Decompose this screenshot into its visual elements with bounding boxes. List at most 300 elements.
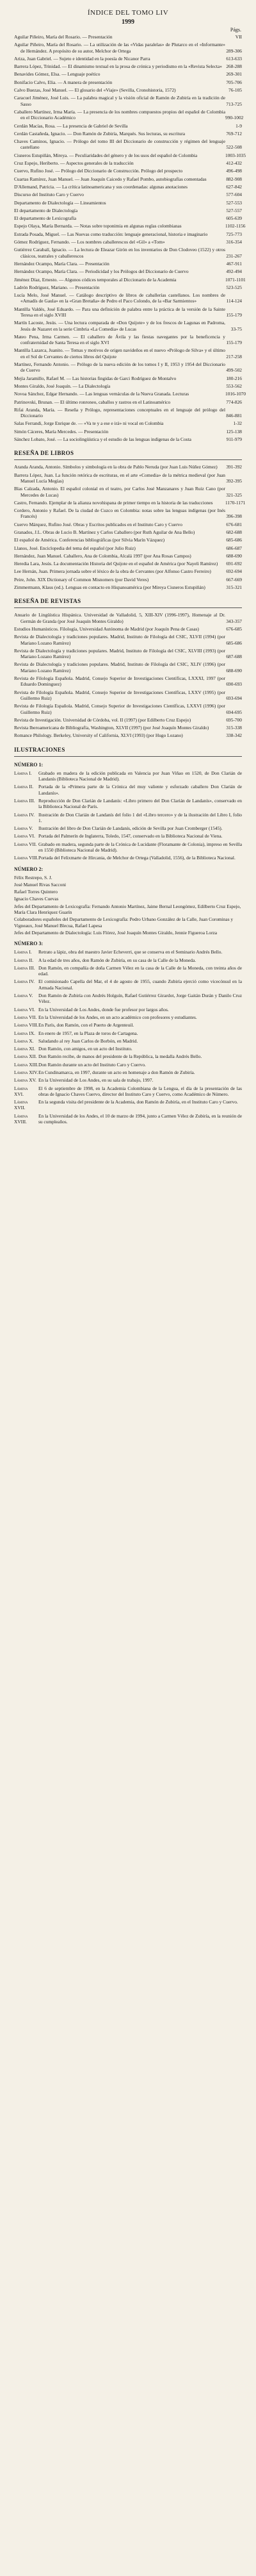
- illustration-entry: [14, 825, 242, 831]
- entry-title: Departamento de Dialectología — Lineamientos: [14, 199, 106, 206]
- entry-pages: 527-557: [226, 207, 242, 213]
- index-entry: [14, 320, 242, 332]
- illustration-line: José Manuel Rivas Sacconi: [14, 881, 67, 888]
- plate-label: Lámina VI.: [14, 1006, 35, 1012]
- index-entry: [14, 553, 242, 559]
- entry-title: Rifai Aranda, María. — Reseña y Prólogo, representaciones conceptuales en el lenguaje del prólogo del Diccionario: [14, 406, 225, 419]
- entry-title: Patrinovski, Brunan. — El último ronroneo, caballos y rastros en el Latinoamérico: [14, 399, 171, 405]
- plate-label: Lámina IV.: [14, 978, 35, 985]
- illustration-entry: [14, 1053, 242, 1059]
- plate-description: En París, don Ramón, con el Puerto de Argenteuil.: [38, 1022, 134, 1028]
- plate-label: Lámina I.: [14, 949, 32, 955]
- entry-title: Estudios Humanísticos. Filología, Universidad Autónoma de Madrid (por Joaquín Pena de Casas): [14, 625, 199, 632]
- entry-pages: 231-267: [226, 252, 242, 259]
- entry-title: El español de América. Conferencias bibliográficas (por Silvia Marín Vázquez): [14, 537, 165, 543]
- index-entry: [14, 131, 242, 136]
- index-entry: [14, 577, 242, 582]
- entry-pages: 667-669: [226, 576, 242, 582]
- entry-pages: 492-494: [226, 268, 242, 275]
- illustration-line: Ignacio Chaves Cuevas: [14, 896, 59, 902]
- plate-description: Don Ramón recibe, de manos del presidente de la República, la medalla Andrés Bello.: [38, 1053, 202, 1060]
- index-entry: [14, 420, 242, 426]
- entry-title: Martín Lacoste, Jesús. — Una lectura comparada de «Don Quijote» y de los frescos de Lagunas en Padroma, Jesús de Nazaret en la serie Cimbria «La Comedia» de Lucas: [14, 320, 225, 332]
- entry-title: Revista Iberoamericana de Bibliografía, Washington, XLVII (1997) (por José Joaquín Montes Giraldo): [14, 725, 209, 731]
- entry-pages: 1-32: [233, 420, 242, 427]
- illustration-entry: [14, 1077, 242, 1083]
- index-entry: [14, 261, 242, 267]
- plate-label: Lámina II.: [14, 784, 34, 790]
- entry-title: Barrera López, Juan. La función retórica de escrituras, en el arte «Comedia» de la métrica medieval (por Juan Manuel Lucía Megías): [14, 472, 225, 484]
- index-entry: [14, 675, 242, 688]
- issue-1-label: NÚMERO 1:: [14, 761, 44, 768]
- plate-description: En enero de 1957, en la Plaza de toros de Cartagena.: [38, 1030, 138, 1036]
- entry-title: Blas Calzada, Antonio. El español colonial en el teatro, por Carlos José Manzanares y Juan Ruiz Cano (por Mercedes de Lucas): [14, 486, 225, 498]
- index-entry: [14, 725, 242, 731]
- section-title-resenas-revistas: RESEÑA DE REVISTAS: [14, 598, 81, 605]
- index-entry: [14, 123, 242, 129]
- illustration-entry: [14, 1038, 242, 1044]
- entry-title: Revista de Dialectología y tradiciones populares. Madrid, Instituto de Filología del CSIC, XLIV (1996) (por Mariano Lozano Ramírez): [14, 661, 225, 673]
- index-entry: [14, 160, 242, 166]
- entry-pages: 315-321: [226, 584, 242, 591]
- entry-pages: 692-694: [226, 568, 242, 575]
- illustrations-issue-2: [14, 875, 242, 936]
- entry-title: Aguilar Piñeiro, María del Rosario. — La utilización de las «Vidas paralelas» de Plutarco en el «Informante» de Hernández. A propósito de su autor, Melchor de Ortega: [14, 42, 225, 54]
- index-entry: [14, 545, 242, 551]
- entry-pages: 155-179: [226, 311, 242, 318]
- illustration-entry: [14, 798, 242, 810]
- entry-title: Zimmermann, Klaus (ed.). Lenguas en contacto en Hispanoamérica (por Mireya Cisneros Estupiñán): [14, 584, 205, 591]
- index-entry: [14, 529, 242, 535]
- volume-year: 1999: [122, 19, 134, 26]
- entry-title: Ladrón Rodríguez, Mariano. — Presentación: [14, 284, 100, 290]
- entry-pages: 695-700: [226, 716, 242, 723]
- entry-title: Mejía Jaramillo, Rafael M. — Las historias fingidas de Garci Rodríguez de Montalvo: [14, 375, 177, 381]
- entry-title: Caballero Martínez, Irma María. — La presencia de los nombres compuestos propios del español de Colombia en el Diccionario Académico: [14, 108, 225, 121]
- entry-title: Cerdán Castañeda, Ignacio. — Don Ramón de Zubiría, Marqués. Sus lecturas, su escritura: [14, 130, 186, 136]
- entry-title: Mateo Pena, Irma Carmen. — El caballero de Ávila y las fiestas navegantes por la beneficencia y confraternidad de Santa Teresa en el siglo XVI: [14, 333, 225, 346]
- illustration-entry: [14, 1099, 242, 1111]
- plate-label: Lámina XVIII.: [14, 1112, 28, 1125]
- plate-description: Portada del Palmerín de Inglaterra, Toledo, 1547, conservado en la Biblioteca Nacional de Viena.: [38, 833, 223, 839]
- entry-title: Gómez Rodríguez, Fernando. — Los nombres caballerescos del «Gil» a «Tom»: [14, 239, 165, 245]
- plate-description: Retrato a lápiz, obra del maestro Javier Echeverri, que se conserva en el Seminario Andrés Bello.: [38, 949, 223, 955]
- index-entry: [14, 109, 242, 121]
- entry-pages: 687-688: [226, 654, 242, 660]
- entry-pages: 676-681: [226, 521, 242, 527]
- entry-pages: 523-525: [226, 284, 242, 290]
- index-entry: [14, 584, 242, 590]
- index-entry: [14, 537, 242, 543]
- index-entry: [14, 612, 242, 624]
- illustration-entry: [14, 784, 242, 796]
- entry-pages: 527-553: [226, 199, 242, 206]
- index-entry: [14, 223, 246, 229]
- index-entry: [14, 399, 242, 405]
- issue-3-label: NÚMERO 3:: [14, 941, 44, 947]
- plate-description: Reproducción de Don Clarián de Landanís: «Libro primero del Don Clarián de Landanís», conservado en la Biblioteca Nacional de París.: [38, 797, 242, 810]
- index-entry: [14, 561, 242, 566]
- entry-title: Revista de Filología Española. Madrid, Consejo Superior de Investigaciones Científicas, LXXXI, 1997 (por Eduardo Dominguez): [14, 675, 225, 688]
- entry-title: Revista de Investigación. Universidad de Córdoba, vol. II (1997) (por Edilberto Cruz Espejo): [14, 716, 191, 723]
- plate-description: A la edad de tres años, don Ramón de Zubiría, en su casa de la Calle de la Moneda.: [38, 957, 196, 963]
- plate-label: Lámina I.: [14, 770, 32, 776]
- index-entry: [14, 486, 242, 498]
- entry-title: Romance Philology. Berkeley, University of California, XLVI (1993) (por Hugo Lozano): [14, 732, 183, 739]
- entry-title: Anuario de Lingüística Hispánica. Universidad de Valladolid, 5, XIII-XIV (1996-1997), Homenaje al Dr. Germán de Granda (por José Joaquín Montes Giraldo): [14, 612, 225, 624]
- index-entry: [14, 276, 246, 283]
- entry-title: Bonifacio Calvo, Elia. — A manera de presentación: [14, 79, 113, 85]
- entry-pages: 577-604: [226, 192, 242, 198]
- index-entry: [14, 56, 242, 62]
- entry-pages: 391-392: [226, 464, 242, 470]
- index-entry: [14, 292, 242, 304]
- entry-title: Hernández Ocampo, María Clara. — Presentación: [14, 260, 109, 267]
- plate-description: En la Universidad de los Andes, el 10 de marzo de 1994, junto a Carmen Vélez de Zubiría, en la reunión de su cumpleaños.: [38, 1112, 242, 1125]
- plate-label: Lámina III.: [14, 797, 35, 804]
- index-entry: [14, 522, 242, 527]
- entry-title: Revista de Dialectología y tradiciones populares. Madrid, Instituto de Filología del CSIC, XLVIII (1993) (por Mariano Lozano Ramírez): [14, 647, 225, 660]
- index-entry: [14, 306, 242, 318]
- entry-pages: 605-639: [226, 215, 242, 222]
- entry-pages: 125-138: [226, 428, 242, 434]
- entry-pages: 688-690: [226, 667, 242, 673]
- entry-title: Peire, John. XIX Dictionary of Common Misnomers (por David Veres): [14, 576, 149, 582]
- index-entry: [14, 508, 242, 520]
- entry-pages: 180-216: [226, 375, 242, 381]
- entry-pages: 713-725: [226, 101, 242, 107]
- plate-description: Don Ramón, en compañía de doña Carmen Vélez en la casa de la Calle de la Moneda, con treinta años de edad.: [38, 964, 242, 977]
- entry-title: Gutiérrez Carabalí, Ignacio. — La lectura de Eleazar Girón en los inventarios de Don Clodoveo (1522) y otros clásicos, teatrales y caballerescos: [14, 247, 225, 259]
- plate-label: Lámina XI.: [14, 1046, 35, 1052]
- plate-label: Lámina XII.: [14, 1053, 37, 1060]
- entry-pages: 396-398: [226, 513, 242, 520]
- entry-pages: 769-712: [226, 130, 242, 136]
- plate-description: Ilustración de Don Clarián de Landanís del folio 1 del «Libro tercero» y de la ilustración del Libro I, folio 1.: [38, 811, 242, 823]
- entry-pages: 1016-1070: [225, 391, 246, 397]
- index-entry: [14, 168, 242, 174]
- entry-pages: 686-687: [226, 545, 242, 551]
- section-divider: [14, 756, 242, 757]
- entry-title: Espejo Olaya, María Bernarda. — Notas sobre toponimia en algunas reglas colombianas: [14, 223, 182, 229]
- index-entry: [14, 568, 242, 574]
- entry-title: Aranda Aranda, Antonio. Símbolos y simbología en la obra de Pablo Neruda (por Juan Luis Núñez Gómez): [14, 464, 218, 470]
- entry-title: Lucía Melo, José Manuel. — Catálogo descriptivo de libros de caballerías castellanos. Los nombres de «Amadís de Gaula» en la «Gran Bretaña» de Pedro el Paco Colondo, de la «Bar Sarmientos»: [14, 292, 225, 304]
- section-title-ilustraciones: ILUSTRACIONES: [14, 746, 65, 753]
- entry-pages: 316-354: [226, 239, 242, 245]
- illustration-entry: [14, 1069, 242, 1075]
- entry-pages: 691-692: [226, 561, 242, 567]
- plate-description: En la segunda visita del presidente de la Academia, don Ramón de Zubiría, en el Instituto Caro y Cuervo.: [38, 1099, 238, 1105]
- plate-label: Lámina III.: [14, 964, 35, 971]
- entry-pages: 392-395: [226, 477, 242, 484]
- entry-pages: 553-562: [226, 383, 242, 389]
- index-entry: [14, 239, 242, 245]
- index-entry: [14, 87, 242, 93]
- entry-title: Sánchez Lobato, José. — La sociolingüística y el estudio de las lenguas indígenas de la Costa: [14, 436, 191, 443]
- book-reviews-list: [14, 464, 246, 591]
- entry-title: Cruz Espejo, Heriberto. — Aspectos generales de la traducción: [14, 160, 134, 167]
- plate-description: El comisionado Capella del Mar, el 4 de agosto de 1955, cuando Zubiría ejerció como vicecónsul en la Armada Nacional.: [38, 978, 242, 991]
- entry-title: Hernández Ocampo, María Clara. — Periodicidad y los Prólogos del Diccionario de Cuervo: [14, 268, 189, 275]
- index-entry: [14, 361, 242, 374]
- section-divider: [14, 607, 242, 608]
- illustration-entry: [14, 1014, 242, 1020]
- section-divider: [14, 459, 242, 460]
- entry-title: Cuervo Márquez, Rufino José. Obras y Escritos publicados en el Instituto Caro y Cuervo: [14, 521, 182, 527]
- index-entry: [14, 208, 242, 213]
- entry-title: Estrada Posada, Miguel. — Las Nuevas como traducción: lenguaje generacional, historia e imaginario: [14, 231, 208, 237]
- plate-description: Grabado en madera de la edición publicada en Valencia por Juan Viñao en 1520, de Don Clarián de Landanís (Biblioteca Nacional de Madrid).: [38, 770, 242, 782]
- entry-title: Revista de Dialectología y tradiciones populares. Madrid, Instituto de Filología del CSIC, XLVII (1994) (por Mariano Lozano Ramírez): [14, 634, 225, 646]
- entry-pages: 338-342: [226, 732, 242, 739]
- page-column-label: Págs.: [230, 27, 241, 33]
- index-entry: [14, 391, 246, 397]
- entry-pages: 690-693: [226, 681, 242, 688]
- plate-label: Lámina XVI.: [14, 1085, 28, 1097]
- entry-title: Jiménez Díaz, Ernesto. — Algunos códices temporales al Diccionario de la Academia: [14, 276, 177, 283]
- entry-title: Novoa Sánchez, Edgar Hernando. — Las lenguas vernáculas de la Nueva Granada. Lecturas: [14, 391, 189, 397]
- index-entry: [14, 71, 242, 77]
- entry-pages: 33-75: [230, 326, 242, 332]
- plate-label: Lámina IV.: [14, 811, 35, 818]
- entry-title: Ariza, Juan Gabriel. — Sujeto e identidad en la poesía de Nicanor Parra: [14, 55, 150, 62]
- entry-title: Cerdán Macías, Rosa. — La presencia de Gabriel de Sevilla: [14, 122, 128, 129]
- entry-pages: 76-105: [228, 87, 242, 94]
- plate-label: Lámina V.: [14, 825, 33, 832]
- plate-description: En Cundinamarca, en 1997, durante un acto en homenaje a don Ramón de Zubiría.: [38, 1069, 195, 1075]
- entry-pages: 1-9: [236, 122, 242, 129]
- entry-title: Simón Cáceres, María Mercedes. — Presentación: [14, 428, 109, 434]
- index-entry: [14, 285, 242, 290]
- entry-pages: 1071-1101: [225, 276, 246, 283]
- entry-pages: 321-325: [226, 491, 242, 498]
- plate-description: En la Universidad de Los Andes, en su sala de trabajo, 1997.: [38, 1077, 154, 1084]
- illustration-entry: [14, 1113, 242, 1125]
- entry-title: Cordero, Antonio y Rafael. De la ciudad de Cuzco en Colombia: notas sobre las lenguas indígenas (por Inés Francés): [14, 508, 225, 520]
- entry-pages: 882-908: [226, 176, 242, 182]
- plate-label: Lámina VIII.: [14, 1022, 38, 1028]
- entry-pages: 694-695: [226, 709, 242, 715]
- index-entry: [14, 661, 242, 673]
- entry-pages: 1102-1156: [225, 223, 246, 229]
- index-entry: [14, 648, 242, 660]
- plate-label: Lámina X.: [14, 1037, 34, 1044]
- entry-pages: VII: [235, 34, 242, 40]
- entry-pages: 911-979: [226, 436, 242, 443]
- index-entry: [14, 247, 242, 259]
- entry-pages: 499-502: [226, 367, 242, 374]
- illustration-entry: [14, 949, 242, 955]
- plate-label: Lámina V.: [14, 993, 33, 999]
- index-entry: [14, 732, 242, 738]
- index-entry: [14, 184, 242, 190]
- entry-pages: 685-686: [226, 640, 242, 646]
- plate-description: Don Ramón de Zubiría con Andrés Holguín, Rafael Gutiérrez Girardot, Jorge Gaitán Durán y Danilo Cruz Vélez.: [38, 993, 242, 1005]
- entry-pages: 496-498: [226, 168, 242, 174]
- index-entry: [14, 192, 242, 197]
- index-entry: [14, 215, 242, 221]
- plate-label: Lámina IX.: [14, 1030, 35, 1036]
- entry-pages: 676-685: [226, 625, 242, 632]
- index-entry: [14, 472, 242, 484]
- issue-2-label: NÚMERO 2:: [14, 866, 44, 872]
- illustration-line: Jefes del Departamento de Lexicografía: Fernando Antonio Martínez, Jaime Bernal Leongómez, Edilberto Cruz Espejo, María Clara Henríquez Guarín: [14, 903, 241, 916]
- illustration-entry: [14, 1062, 242, 1068]
- entry-title: Aguilar Piñeiro, María del Rosario. — Presentación: [14, 34, 113, 40]
- index-entry: [14, 176, 242, 182]
- plate-label: Lámina VII.: [14, 841, 37, 847]
- section-title-resenas-libros: RESEÑA DE LIBROS: [14, 450, 74, 457]
- entry-pages: 343-357: [226, 618, 242, 624]
- illustration-line: Félix Restrepo, S. J.: [14, 874, 52, 880]
- entry-title: Mantilla Valdés, José Eduardo. — Para una definición de palabra entre la práctica de la versión de la Sainte Teresa en el siglo XVIII: [14, 306, 225, 318]
- index-entry: [14, 347, 242, 359]
- index-entry: [14, 376, 242, 381]
- plate-description: Saludando al rey Juan Carlos de Borbón, en Madrid.: [38, 1037, 138, 1044]
- entry-pages: 846-881: [226, 413, 242, 419]
- entry-pages: 155-179: [226, 340, 242, 346]
- entry-pages: 1170-1171: [225, 499, 246, 506]
- entry-pages: 627-842: [226, 183, 242, 190]
- entry-title: Cuartas Ramírez, Juan Manuel. — Juan Joaquín Caicedo y Rafael Pombo, autobiografías comentadas: [14, 176, 207, 182]
- index-entry: [14, 34, 242, 40]
- entry-title: Revista de Filología Española. Madrid, Consejo Superior de Investigaciones Científicas, LXXV (1995) (por Guillermo Ruiz): [14, 689, 225, 701]
- index-entry: [14, 231, 242, 237]
- plate-description: En la Universidad de Los Andes, donde fue profesor por largos años.: [38, 1006, 169, 1012]
- illustration-entry: [14, 957, 242, 963]
- running-head: ÍNDICE DEL TOMO LIV: [87, 9, 169, 17]
- index-entry: [14, 95, 242, 107]
- plate-label: Lámina XV.: [14, 1077, 36, 1084]
- entry-title: Calvo Buezas, José Manuel. — El glosario del «Viaje» (Sevilla, Cronohistoria, 1572): [14, 87, 176, 94]
- illustration-line: Jefes del Departamento de Dialectología: Luis Flórez, José Joaquín Montes Giraldo, Jennie Figueroa Lorza: [14, 929, 218, 936]
- plate-description: En la Universidad de los Andes, en un acto académico con profesores y estudiantes.: [38, 1014, 197, 1020]
- illustration-entry: [14, 841, 242, 854]
- entry-title: Montes Giraldo, José Joaquín. — La Dialectología: [14, 383, 111, 389]
- illustration-entry: [14, 770, 242, 782]
- entry-title: Caracuel Jiménez, José Luis. — La palabra magical y la visión oficial de Ramón de Zubiría en la tradición de Sasso: [14, 95, 225, 107]
- illustration-line: Rafael Torres Quintero: [14, 889, 58, 895]
- entry-title: Cuervo, Rufino José. — Prólogo del Diccionario de Construcción. Prólogo del prospecto: [14, 168, 183, 174]
- index-entry: [14, 383, 242, 389]
- index-entry: [14, 200, 242, 206]
- plate-description: Don Ramón, con amigos, en un acto del Instituto.: [38, 1046, 132, 1052]
- entry-pages: 685-686: [226, 537, 242, 543]
- index-entry: [14, 63, 242, 69]
- illustration-entry: [14, 978, 242, 991]
- entry-pages: 725-773: [226, 231, 242, 237]
- illustration-entry: [14, 1046, 242, 1052]
- entry-title: Chaves Caminos, Ignacio. — Prólogo del tomo III del Diccionario de construcción y régimen del lenguaje castellano: [14, 138, 225, 151]
- plate-description: El 6 de septiembre de 1998, en la Academia Colombiana de la Lengua, el día de la presentación de las obras de Ignacio Chaves Cuervo, director del Instituto Caro y Cuervo, como Académico de Número.: [38, 1085, 242, 1097]
- entry-pages: 613-633: [226, 55, 242, 62]
- index-entry: [14, 499, 246, 506]
- entry-pages: 682-688: [226, 529, 242, 535]
- index-entry: [14, 634, 242, 646]
- index-entry: [14, 703, 242, 715]
- index-entry: [14, 407, 242, 419]
- illustration-entry: [14, 1086, 242, 1098]
- entry-pages: 522-508: [226, 144, 242, 151]
- index-entry: [14, 689, 242, 702]
- plate-label: Lámina II.: [14, 957, 34, 963]
- illustration-entry: [14, 965, 242, 977]
- entry-pages: 688-690: [226, 552, 242, 559]
- entry-title: El departamento de Dialectología: [14, 207, 78, 213]
- plate-label: Lámina VII.: [14, 1014, 37, 1020]
- entry-title: Discurso del Instituto Caro y Cuervo: [14, 192, 84, 198]
- index-entry: [14, 464, 242, 470]
- index-entry: [14, 152, 246, 158]
- articles-list: [14, 34, 246, 443]
- entry-pages: 268-288: [226, 63, 242, 70]
- entry-title: Cisneros Estupiñán, Mireya. — Peculiaridades del género y de los usos del español de Colombia: [14, 152, 198, 158]
- illustration-entry: [14, 812, 242, 824]
- entry-title: Lee Hernán, Juan. Primera jornada sobre el léxico de la obra de Cervantes (por Alfonso Castro Ferreiro): [14, 568, 211, 575]
- illustrations-issue-3: [14, 949, 242, 1125]
- journal-reviews-list: [14, 612, 242, 738]
- entry-pages: 774-826: [226, 399, 242, 405]
- entry-pages: 990-1002: [225, 115, 244, 121]
- entry-title: Llanos, José. Enciclopedia del tema del español (por Julio Ruiz): [14, 545, 136, 551]
- entry-title: Salas Ferrandi, Jorge Enrique de. — «Va te y a ese e irá» ni vocal en Colombia: [14, 420, 164, 427]
- entry-pages: 412-432: [226, 160, 242, 167]
- illustration-entry: [14, 1022, 242, 1028]
- index-entry: [14, 79, 242, 85]
- index-entry: [14, 42, 242, 54]
- plate-description: Ilustración del libro de Don Clarián de Landanís, edición de Sevilla por Juan Cromberger (1545).: [38, 825, 223, 832]
- entry-pages: 217-258: [226, 353, 242, 359]
- plate-description: Portada de la «Primera parte de la Crónica del muy valiente y esforzado caballero Don Clarián de Landanís».: [38, 784, 242, 796]
- illustration-entry: [14, 1007, 242, 1012]
- plate-description: Grabado en madera, segunda parte de la Crónica de Lucidante (Floramante de Colonia), impreso en Sevilla en 1550 (Biblioteca Nacional de Madrid).: [38, 841, 242, 853]
- index-entry: [14, 626, 242, 632]
- entry-title: Barrera López, Trinidad. — El dinamismo textual en la prosa de crónica y periodismo en la «Revista Selecta»: [14, 63, 222, 70]
- index-entry: [14, 268, 242, 274]
- entry-pages: 289-306: [226, 47, 242, 54]
- entry-pages: 114-124: [226, 298, 242, 304]
- entry-pages: 693-694: [226, 695, 242, 701]
- illustrations-issue-1: [14, 770, 242, 861]
- entry-title: Castro, Fernando. Ejemplar de la alianza novohispana de primer tiempo en la historia de las traducciones: [14, 499, 213, 506]
- entry-pages: 1003-1035: [225, 152, 246, 158]
- illustration-entry: [14, 833, 242, 839]
- entry-title: Martínez, Fernando Antonio. — Prólogo de la nueva edición de los tomos I y II, 1953 y 1954 del Diccionario de Cuervo: [14, 361, 225, 374]
- plate-label: Lámina XIII.: [14, 1061, 38, 1068]
- entry-title: Granados, J.L. Obras de Lucio B. Martínez y Carlos Caballero (por Ruth Aguilar de Ana Bello): [14, 529, 195, 535]
- index-entry: [14, 334, 242, 346]
- index-entry: [14, 429, 242, 434]
- plate-description: Don Ramón durante un acto del Instituto Caro y Cuervo.: [38, 1061, 146, 1068]
- plate-label: Lámina XIV.: [14, 1069, 38, 1075]
- plate-description: Portada del Felixmarte de Hircania, de Melchor de Ortega (Valladolid, 1556), de la Biblioteca Nacional.: [38, 855, 236, 861]
- entry-title: Mantilla Lazarca, Juanito. — Temas y motivos de origen navideños en el nuevo «Prólogo de Silva» y el último en el Sol de Cervantes de ciertos libros del Quijote: [14, 347, 225, 359]
- entry-title: Heredia Lara, Jesús. La documentación Historia del Quijote en el español de América (por Nayeli Ramírez): [14, 561, 218, 567]
- entry-pages: 705-706: [226, 79, 242, 85]
- entry-pages: 315-338: [226, 725, 242, 731]
- index-entry: [14, 436, 242, 442]
- index-entry: [14, 138, 242, 151]
- illustration-entry: [14, 993, 242, 1005]
- entry-title: Revista de Filología Española. Madrid, Consejo Superior de Investigaciones Científicas, LXXVI (1996) (por Guillermo Ruiz): [14, 703, 225, 715]
- entry-title: D'Allemand, Patricia. — La crítica latinoamericana y sus coordenadas: algunas anotaciones: [14, 183, 188, 190]
- plate-label: Lámina VIII.: [14, 855, 38, 861]
- plate-label: Lámina VI.: [14, 833, 35, 839]
- illustration-line: Colaboradores españoles del Departamento de Lexicografía: Pedro Urbano González de la Calle, Juan Corominas y Vigneaux, José Manuel Blecua, Rafael Lapesa: [14, 916, 234, 929]
- entry-title: El departamento de Lexicografía: [14, 215, 77, 222]
- entry-pages: 467-911: [226, 260, 242, 267]
